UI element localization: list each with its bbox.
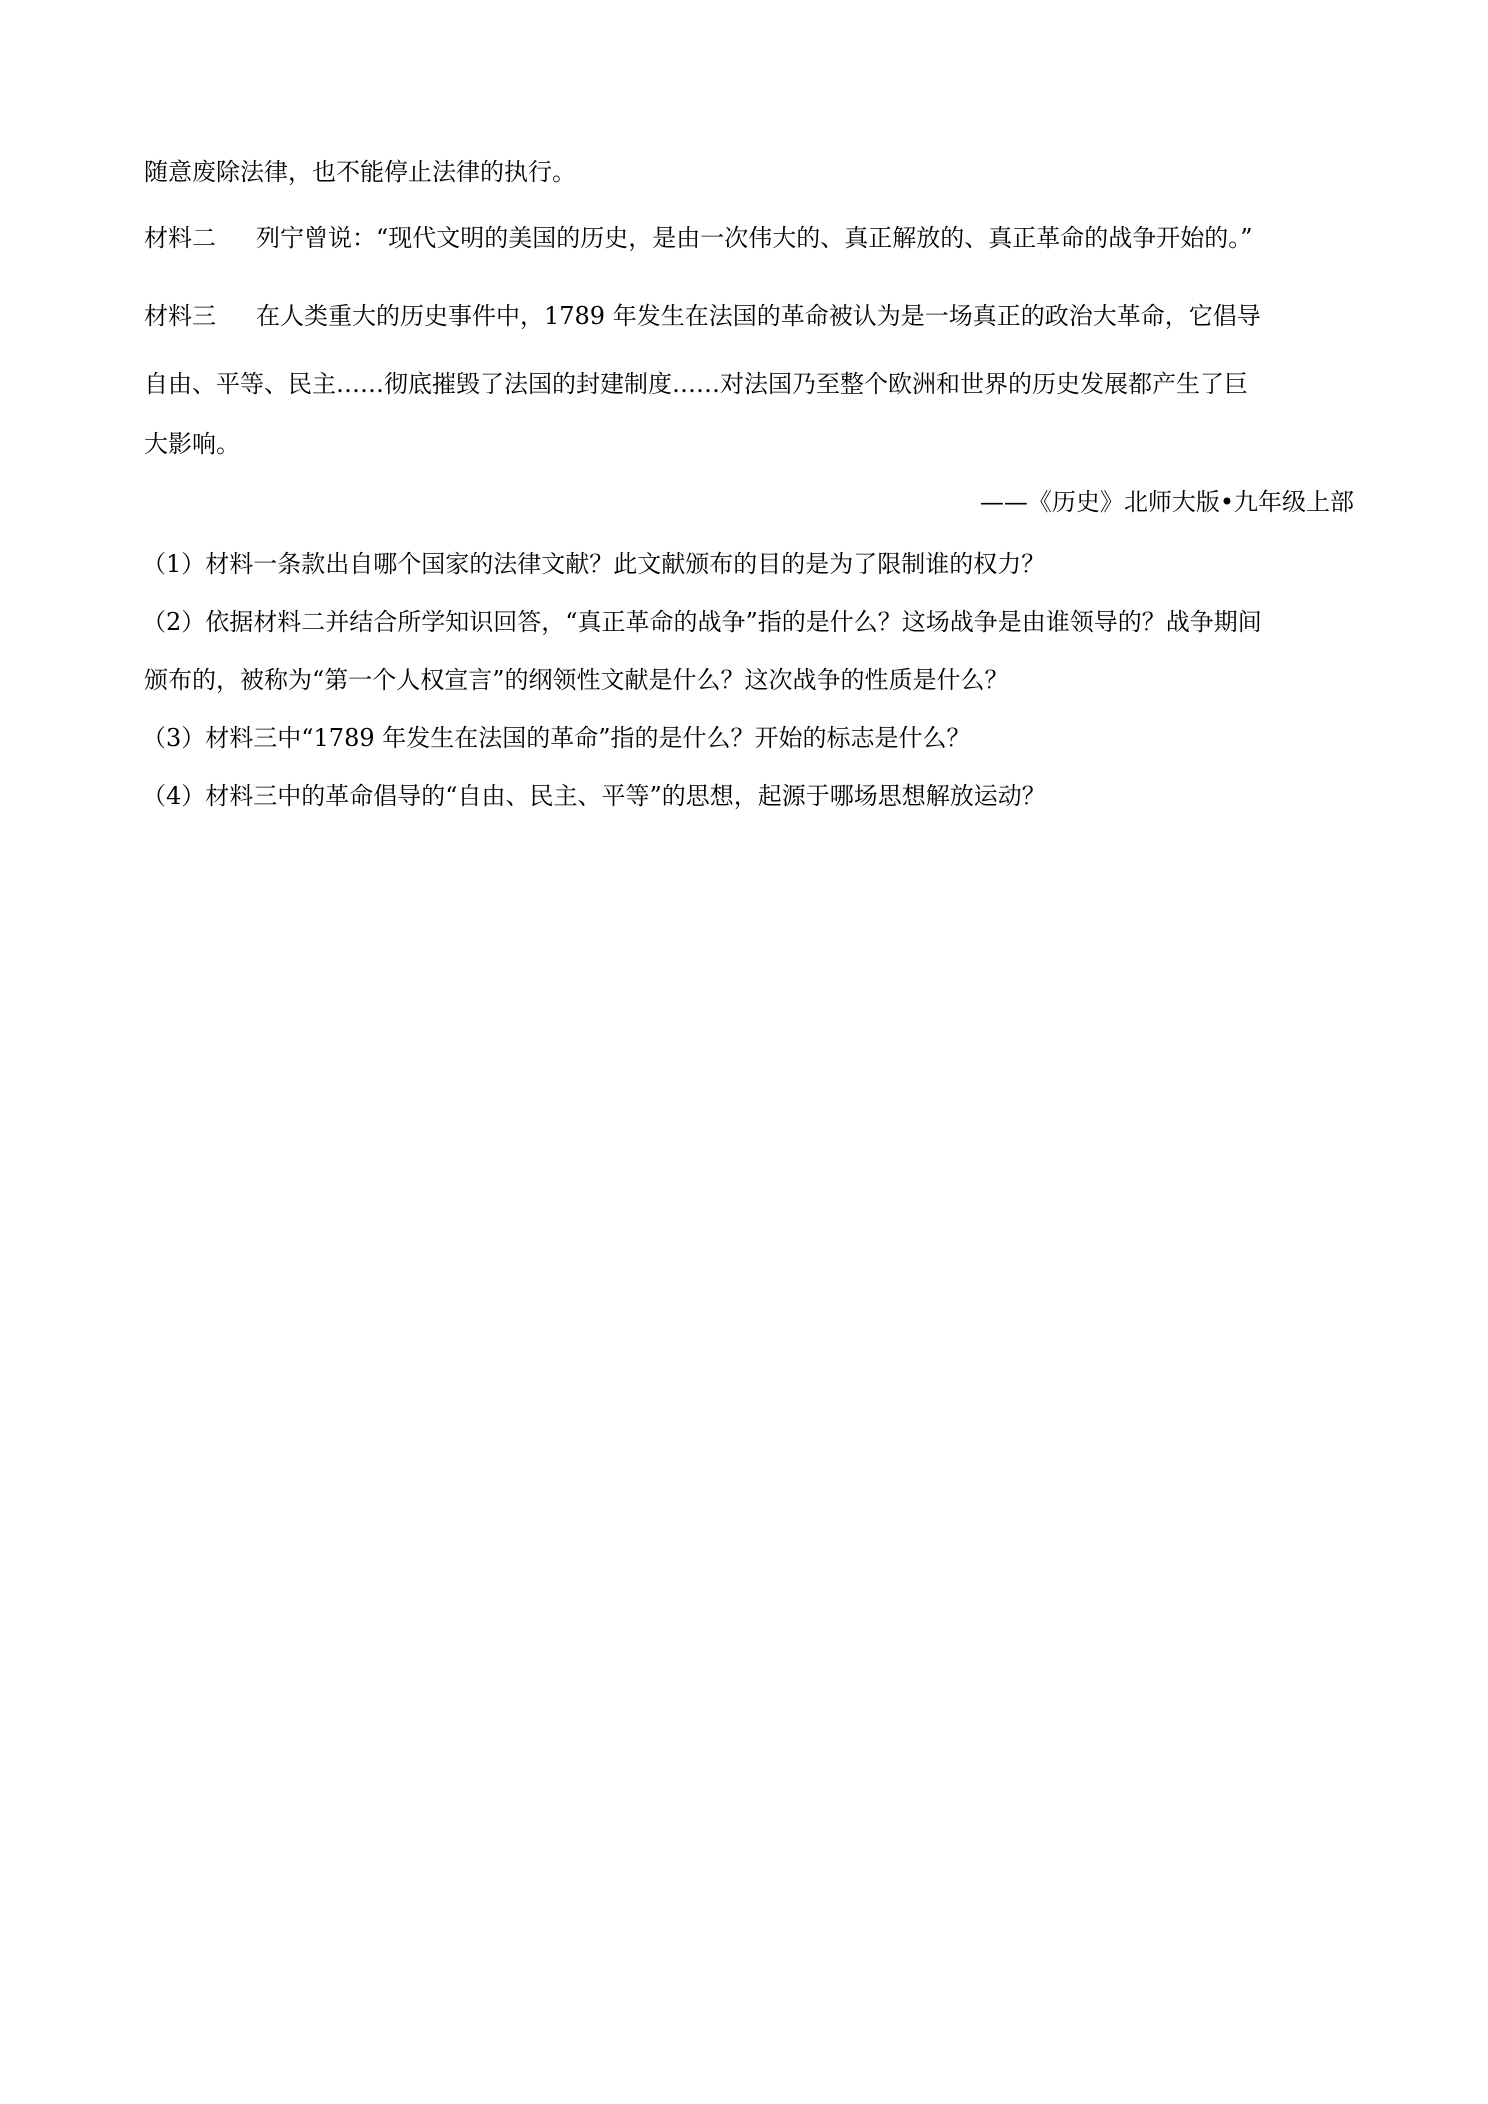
question-4 (142, 780, 1354, 812)
material-three-line-2-text: 自由、平等、民主……彻底摧毁了法国的封建制度……对法国乃至整个欧洲和世界的历史发展都产生了巨 (144, 370, 1248, 398)
question-3-text: （3）材料三中“1789 年发生在法国的革命”指的是什么？开始的标志是什么？ (142, 724, 971, 752)
material-three-label: 材料三 (144, 302, 216, 330)
material-two (144, 222, 1354, 254)
material-three-line-2 (144, 368, 1354, 400)
material-three-line-3-text: 大影响。 (144, 430, 240, 458)
material-three-line-1-text: 在人类重大的历史事件中，1789 年发生在法国的革命被认为是一场真正的政治大革命，它倡导 (256, 302, 1261, 330)
material-three-line-1 (144, 300, 1354, 332)
material-one-tail (144, 156, 1354, 188)
material-three-line-3 (144, 428, 1354, 460)
question-1-text: （1）材料一条款出自哪个国家的法律文献？此文献颁布的目的是为了限制谁的权力？ (142, 550, 1046, 578)
material-two-label: 材料二 (144, 224, 216, 252)
question-1 (142, 548, 1354, 580)
question-3 (142, 722, 1354, 754)
question-2-line-2-text: 颁布的，被称为“第一个人权宣言”的纲领性文献是什么？这次战争的性质是什么？ (144, 666, 1009, 694)
material-three-source (144, 486, 1354, 518)
question-4-text: （4）材料三中的革命倡导的“自由、民主、平等”的思想，起源于哪场思想解放运动？ (142, 782, 1046, 810)
question-2-line-1 (142, 606, 1354, 638)
question-2-line-1-text: （2）依据材料二并结合所学知识回答，“真正革命的战争”指的是什么？这场战争是由谁领导的？战争期间 (142, 608, 1262, 636)
material-one-tail-text: 随意废除法律，也不能停止法律的执行。 (144, 158, 576, 186)
question-2-line-2 (144, 664, 1356, 696)
material-three-source-text: ——《历史》北师大版•九年级上部 (979, 488, 1354, 516)
material-two-text: 列宁曾说：“现代文明的美国的历史，是由一次伟大的、真正解放的、真正革命的战争开始的。” (256, 224, 1253, 252)
